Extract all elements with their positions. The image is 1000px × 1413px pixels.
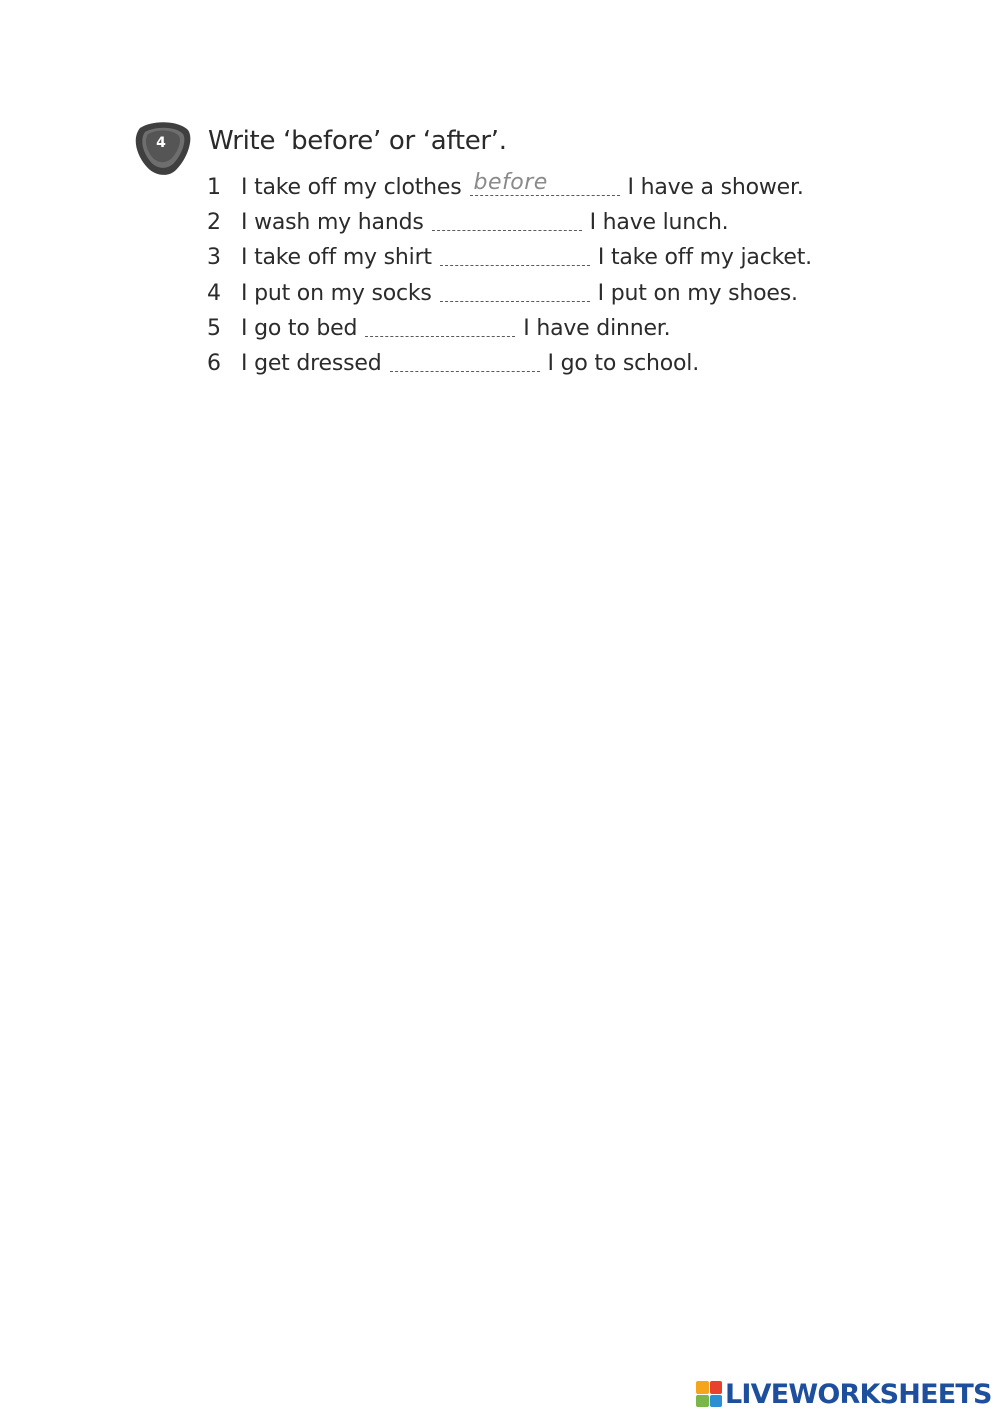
- item-first-clause: I take off my shirt: [241, 245, 432, 271]
- item-number: 2: [207, 210, 221, 236]
- item-second-clause: I go to school.: [547, 350, 700, 376]
- liveworksheets-brand[interactable]: [696, 1378, 992, 1410]
- liveworksheets-logo-icon: [696, 1381, 722, 1407]
- item-first-clause: I take off my clothes: [241, 175, 462, 200]
- item-second-clause: I have dinner.: [523, 315, 671, 341]
- item-second-clause: I put on my shoes.: [597, 280, 798, 306]
- item-number: 3: [207, 245, 221, 271]
- logo-square-green: [696, 1395, 709, 1408]
- exercise-number: 4: [156, 135, 166, 151]
- answer-blank[interactable]: [390, 349, 540, 372]
- item-second-clause: I take off my jacket.: [597, 245, 812, 271]
- exercise-4: [0, 0, 1000, 420]
- exercise-item: [207, 205, 812, 240]
- logo-square-blue: [710, 1395, 723, 1408]
- answer-blank[interactable]: [365, 314, 515, 337]
- item-first-clause: I go to bed: [241, 315, 358, 341]
- answer-blank[interactable]: [440, 279, 590, 302]
- exercise-item: [207, 346, 812, 381]
- exercise-items: [207, 170, 812, 381]
- item-number: 6: [207, 350, 221, 376]
- exercise-instruction: Write ‘before’ or ‘after’.: [208, 126, 507, 156]
- item-second-clause: I have lunch.: [589, 210, 729, 236]
- item-first-clause: I get dressed: [241, 350, 382, 376]
- exercise-item: [207, 170, 812, 205]
- item-number: 5: [207, 315, 221, 341]
- item-second-clause: I have a shower.: [627, 175, 804, 200]
- item-number: 1: [207, 175, 221, 200]
- logo-square-orange: [696, 1381, 709, 1394]
- exercise-item: [207, 240, 812, 275]
- exercise-item: [207, 311, 812, 346]
- answer-text: before: [473, 170, 548, 195]
- item-first-clause: I wash my hands: [241, 210, 424, 236]
- answer-blank[interactable]: [470, 170, 620, 196]
- answer-blank[interactable]: [440, 243, 590, 266]
- logo-square-red: [710, 1381, 723, 1394]
- brand-name: LIVEWORKSHEETS: [725, 1378, 992, 1410]
- answer-blank[interactable]: [432, 208, 582, 231]
- item-number: 4: [207, 280, 221, 306]
- exercise-item: [207, 276, 812, 311]
- item-first-clause: I put on my socks: [241, 280, 432, 306]
- exercise-number-badge: [132, 118, 194, 180]
